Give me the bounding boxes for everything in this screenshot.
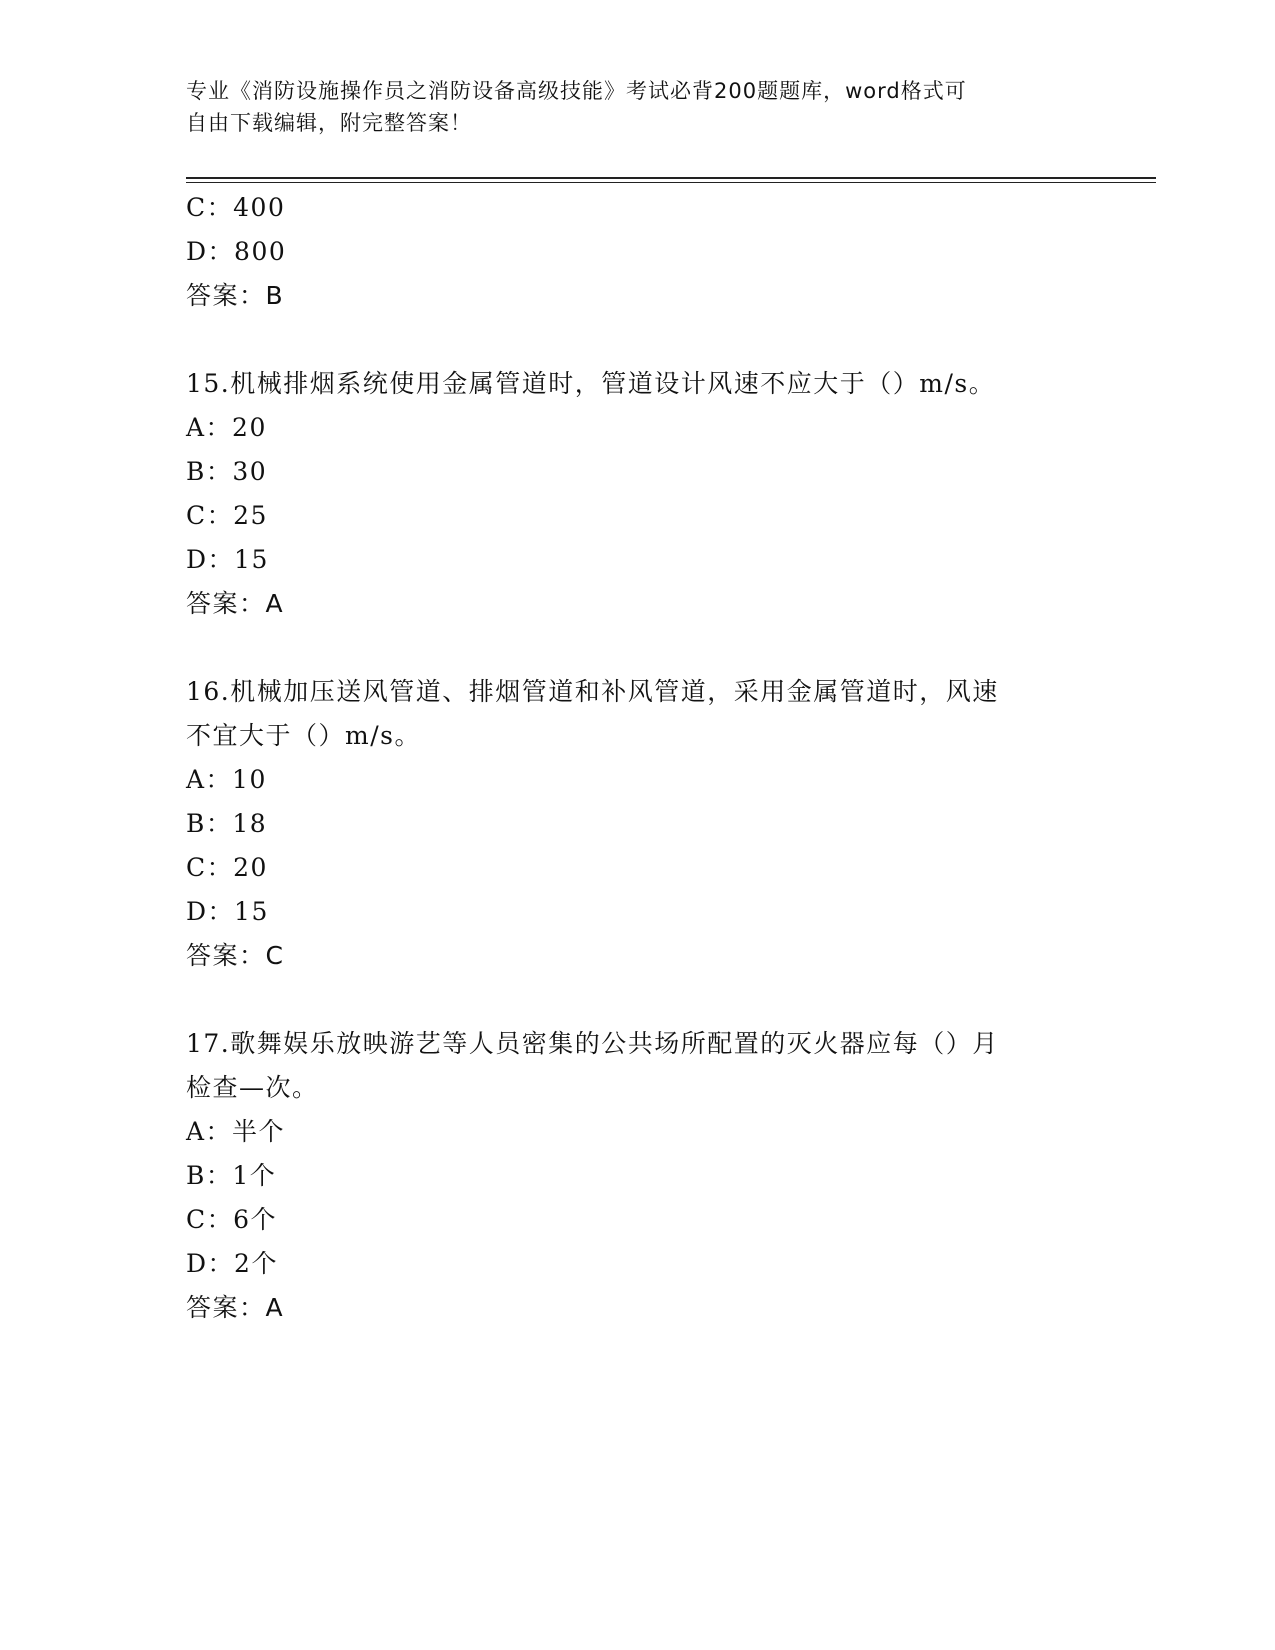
q15-option-d: D：15 bbox=[186, 545, 269, 574]
q15-answer: 答案：A bbox=[186, 589, 285, 618]
q17-stem-line-2: 检查—次。 bbox=[186, 1073, 319, 1102]
q17-stem-line-1: 17.歌舞娱乐放映游艺等人员密集的公共场所配置的灭火器应每（）月 bbox=[186, 1029, 999, 1058]
prev-answer: 答案：B bbox=[186, 281, 285, 310]
q15-stem: 15.机械排烟系统使用金属管道时，管道设计风速不应大于（）m/s。 bbox=[186, 369, 996, 398]
q15-option-a: A：20 bbox=[186, 413, 267, 442]
q17-answer: 答案：A bbox=[186, 1293, 285, 1322]
q17-option-a: A：半个 bbox=[186, 1117, 286, 1146]
header-line-2: 自由下载编辑，附完整答案！ bbox=[186, 111, 472, 135]
header-line-1: 专业《消防设施操作员之消防设备高级技能》考试必背200题题库，word格式可 bbox=[186, 79, 967, 103]
q17-option-b: B：1个 bbox=[186, 1161, 277, 1190]
header-rule-thick bbox=[186, 177, 1156, 179]
q15-option-c: C：25 bbox=[186, 501, 268, 530]
q16-option-a: A：10 bbox=[186, 765, 267, 794]
header-rule-thin bbox=[186, 182, 1156, 183]
q16-option-b: B：18 bbox=[186, 809, 268, 838]
q16-stem-line-2: 不宜大于（）m/s。 bbox=[186, 721, 421, 750]
q16-answer: 答案：C bbox=[186, 941, 285, 970]
document-header bbox=[186, 75, 1076, 139]
q16-option-c: C：20 bbox=[186, 853, 268, 882]
prev-option-c: C：400 bbox=[186, 193, 286, 222]
q16-stem-line-1: 16.机械加压送风管道、排烟管道和补风管道，采用金属管道时，风速 bbox=[186, 677, 999, 706]
q15-option-b: B：30 bbox=[186, 457, 268, 486]
q17-option-c: C：6个 bbox=[186, 1205, 278, 1234]
q17-option-d: D：2个 bbox=[186, 1249, 278, 1278]
prev-option-d: D：800 bbox=[186, 237, 287, 266]
q16-option-d: D：15 bbox=[186, 897, 269, 926]
